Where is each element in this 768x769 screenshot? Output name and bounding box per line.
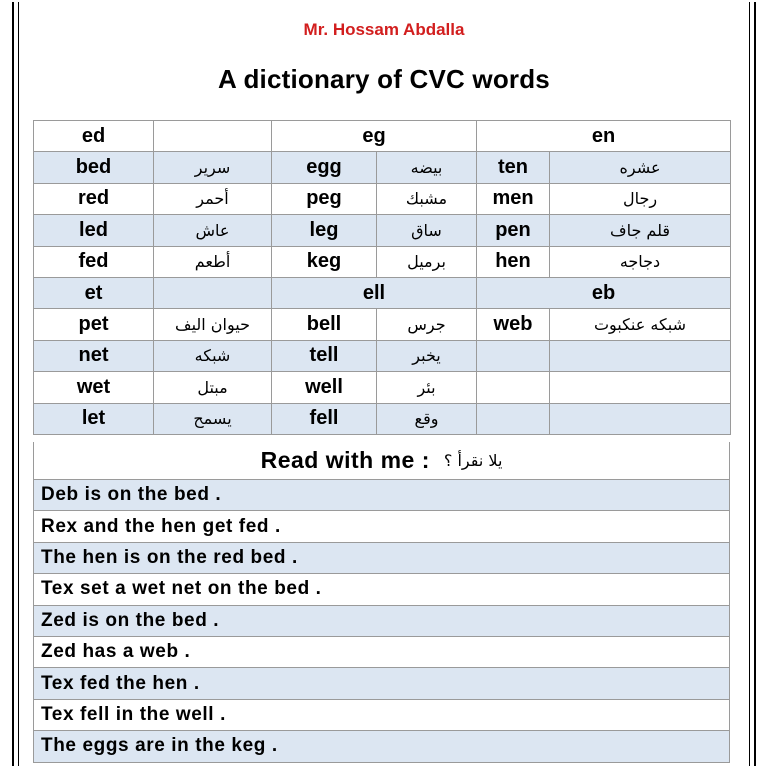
group-header-row: [34, 121, 731, 152]
word-cell: peg: [272, 183, 377, 214]
word-cell: pen: [477, 215, 550, 246]
arabic-meaning-cell: برميل: [377, 246, 477, 277]
sentence-row: The eggs are in the keg .: [33, 731, 730, 762]
word-cell: fed: [34, 246, 154, 277]
group-header-ell: ell: [272, 277, 477, 308]
word-cell: hen: [477, 246, 550, 277]
arabic-meaning-cell: جرس: [377, 309, 477, 340]
word-row: [34, 246, 731, 277]
arabic-meaning-cell: [550, 403, 731, 434]
arabic-meaning-cell: يسمح: [154, 403, 272, 434]
arabic-meaning-cell: ساق: [377, 215, 477, 246]
arabic-meaning-cell: قلم جاف: [550, 215, 731, 246]
arabic-meaning-cell: مشبك: [377, 183, 477, 214]
group-header-en: en: [477, 121, 731, 152]
arabic-meaning-cell: مبتل: [154, 372, 272, 403]
word-cell: let: [34, 403, 154, 434]
sentence-row: The hen is on the red bed .: [33, 543, 730, 574]
word-cell: keg: [272, 246, 377, 277]
word-row: [34, 152, 731, 183]
sentence-row: Zed has a web .: [33, 637, 730, 668]
word-cell: bell: [272, 309, 377, 340]
sentence-row: Tex fell in the well .: [33, 700, 730, 731]
arabic-meaning-cell: شبكه: [154, 340, 272, 371]
word-cell: led: [34, 215, 154, 246]
word-row: [34, 215, 731, 246]
word-cell: men: [477, 183, 550, 214]
word-cell: wet: [34, 372, 154, 403]
word-row: [34, 403, 731, 434]
word-cell: tell: [272, 340, 377, 371]
sentence-row: Rex and the hen get fed .: [33, 511, 730, 542]
arabic-meaning-cell: بئر: [377, 372, 477, 403]
word-cell: net: [34, 340, 154, 371]
arabic-meaning-cell: عاش: [154, 215, 272, 246]
group-header-et: et: [34, 277, 154, 308]
word-cell: red: [34, 183, 154, 214]
page-title: A dictionary of CVC words: [218, 64, 550, 94]
cvc-dictionary-table: [33, 120, 731, 435]
group-header-row: [34, 277, 731, 308]
word-row: [34, 372, 731, 403]
word-row: [34, 183, 731, 214]
group-header-ed: ed: [34, 121, 154, 152]
sentence-row: Zed is on the bed .: [33, 606, 730, 637]
arabic-meaning-cell: حيوان اليف: [154, 309, 272, 340]
arabic-meaning-cell: [550, 340, 731, 371]
arabic-meaning-cell: بيضه: [377, 152, 477, 183]
word-row: [34, 340, 731, 371]
word-row: [34, 309, 731, 340]
arabic-meaning-cell: سرير: [154, 152, 272, 183]
group-header-blank: [154, 277, 272, 308]
word-cell: well: [272, 372, 377, 403]
arabic-meaning-cell: يخبر: [377, 340, 477, 371]
arabic-meaning-cell: أحمر: [154, 183, 272, 214]
word-cell: ten: [477, 152, 550, 183]
author-name: Mr. Hossam Abdalla: [303, 20, 465, 39]
arabic-meaning-cell: وقع: [377, 403, 477, 434]
word-cell: bed: [34, 152, 154, 183]
word-cell: fell: [272, 403, 377, 434]
word-cell: pet: [34, 309, 154, 340]
word-cell: leg: [272, 215, 377, 246]
word-cell: web: [477, 309, 550, 340]
group-header-eb: eb: [477, 277, 731, 308]
arabic-meaning-cell: [550, 372, 731, 403]
group-header-blank: [154, 121, 272, 152]
read-with-me-heading: [33, 442, 730, 480]
arabic-meaning-cell: رجال: [550, 183, 731, 214]
word-cell: egg: [272, 152, 377, 183]
arabic-meaning-cell: دجاجه: [550, 246, 731, 277]
arabic-meaning-cell: عشره: [550, 152, 731, 183]
sentence-row: Tex fed the hen .: [33, 668, 730, 699]
arabic-meaning-cell: أطعم: [154, 246, 272, 277]
word-cell: [477, 372, 550, 403]
read-with-me-arabic: يلا نقرأ ؟: [443, 451, 503, 470]
group-header-eg: eg: [272, 121, 477, 152]
word-cell: [477, 403, 550, 434]
reading-sentences: [33, 480, 730, 763]
sentence-row: Deb is on the bed .: [33, 480, 730, 511]
arabic-meaning-cell: شبكه عنكبوت: [550, 309, 731, 340]
word-cell: [477, 340, 550, 371]
sentence-row: Tex set a wet net on the bed .: [33, 574, 730, 605]
read-with-me-title: Read with me :: [260, 447, 430, 473]
